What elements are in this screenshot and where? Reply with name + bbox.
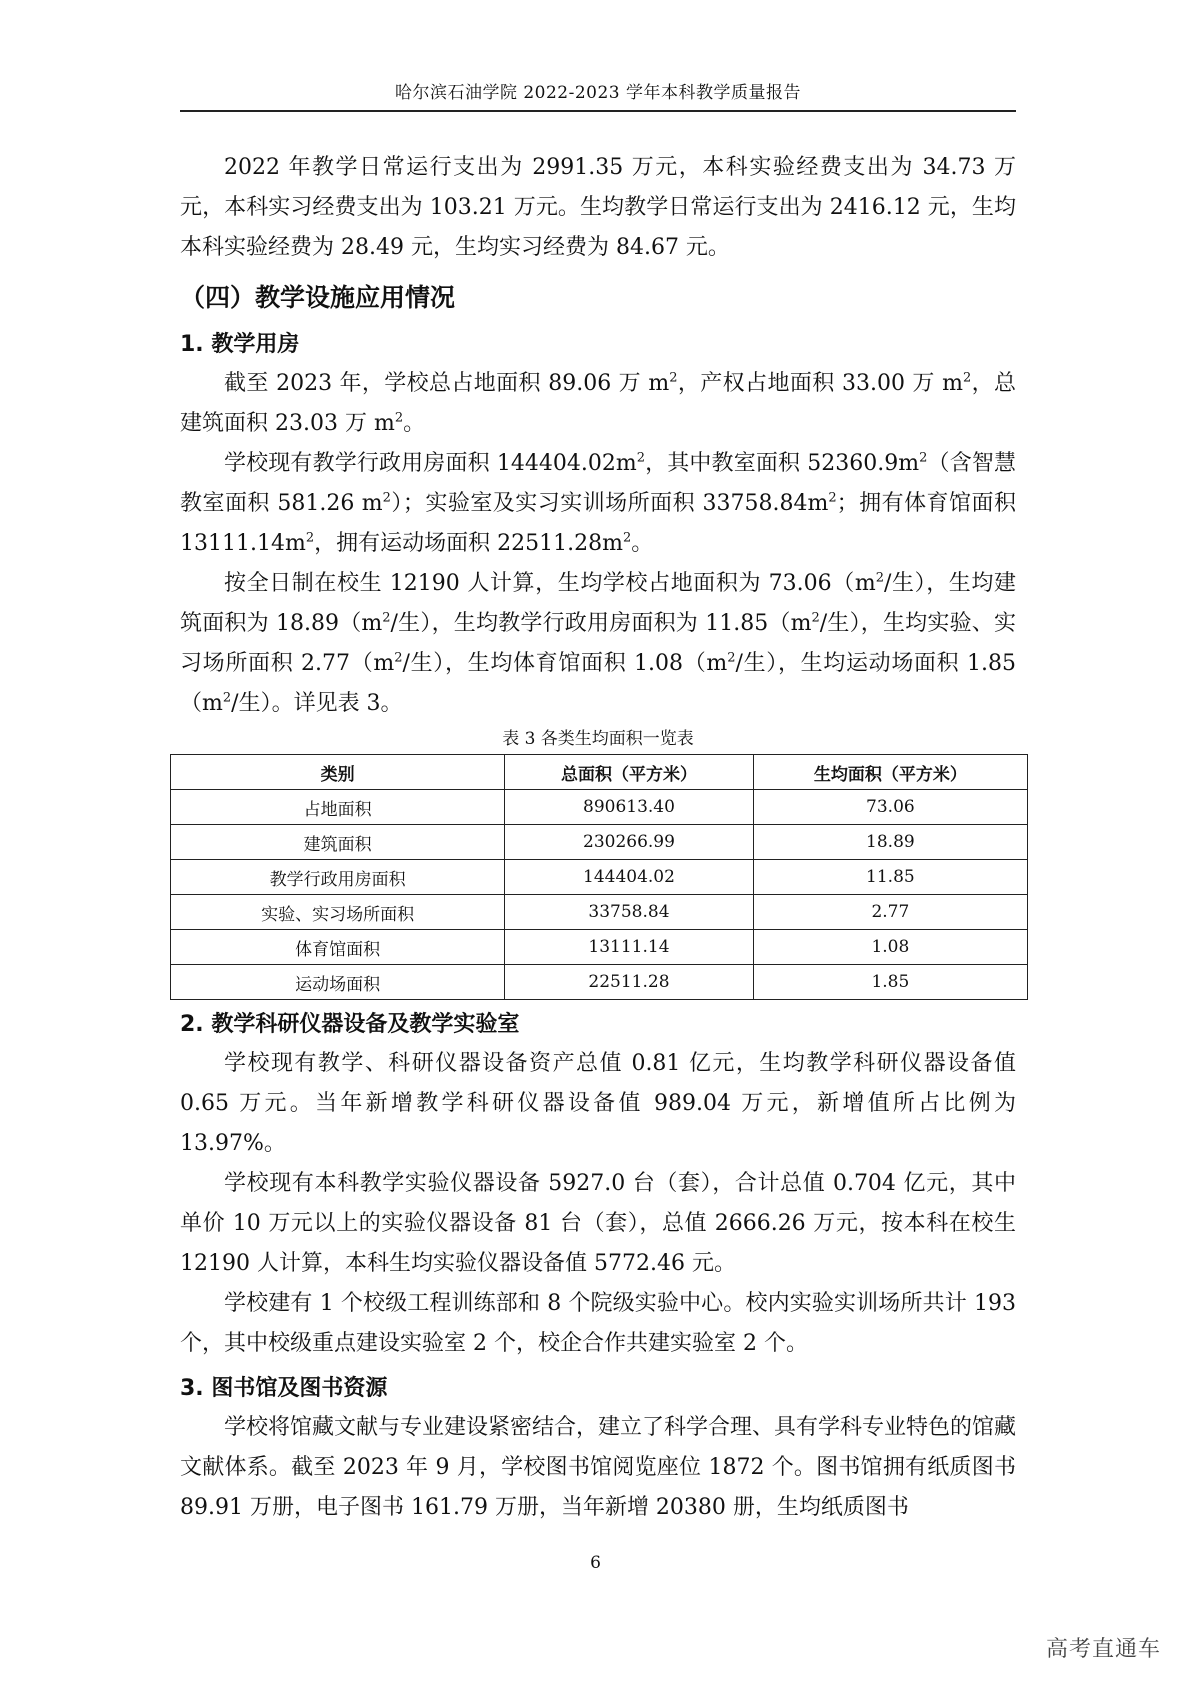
table-cell: 教学行政用房面积 (171, 860, 505, 895)
table-cell: 占地面积 (171, 790, 505, 825)
document-body (180, 148, 1016, 1528)
table-row (171, 860, 1028, 895)
watermark-text: 高考直通车 (1045, 1637, 1161, 1662)
table-cell: 230266.99 (505, 825, 754, 860)
table-caption: 表 3 各类生均面积一览表 (502, 729, 694, 749)
column-header-total-area: 总面积（平方米） (505, 755, 754, 790)
table-cell: 22511.28 (505, 965, 754, 1000)
table-cell: 13111.14 (505, 930, 754, 965)
table-cell: 144404.02 (505, 860, 754, 895)
table-cell: 运动场面积 (171, 965, 505, 1000)
table-cell: 建筑面积 (171, 825, 505, 860)
building-area-paragraph: 学校现有教学行政用房面积 $144404.02m^2$，其中教室面积 $52360.9m^2$（含智慧教室面积 581.26 $m^2$）；实验室及实习实训场所面积 $33758.84m^2$；拥有体育馆面积 $13111.14m^2$，拥有运动场面积 $22511.28m^2$。 (180, 450, 1016, 556)
table-cell: 73.06 (753, 790, 1027, 825)
library-paragraph: 学校将馆藏文献与专业建设紧密结合，建立了科学合理、具有学科专业特色的馆藏文献体系。截至 2023 年 9 月，学校图书馆阅览座位 1872 个。图书馆拥有纸质图书 89.91 万册，电子图书 161.79 万册，当年新增 20380 册，生均纸质图书 (180, 1415, 1017, 1520)
table-cell: 33758.84 (505, 895, 754, 930)
table-row (171, 930, 1028, 965)
table-row (171, 965, 1028, 1000)
table-cell: 1.08 (753, 930, 1027, 965)
subsection-title-1: 1. 教学用房 (180, 332, 300, 357)
equipment-value-paragraph: 学校现有教学、科研仪器设备资产总值 0.81 亿元，生均教学科研仪器设备值 0.65 万元。当年新增教学科研仪器设备值 989.04 万元，新增值所占比例为 13.97%。 (180, 1051, 1016, 1156)
table-cell: 实验、实习场所面积 (171, 895, 505, 930)
table-cell: 体育馆面积 (171, 930, 505, 965)
table-row (171, 825, 1028, 860)
table-cell: 2.77 (753, 895, 1027, 930)
expense-paragraph: 2022 年教学日常运行支出为 2991.35 万元，本科实验经费支出为 34.73 万元，本科实习经费支出为 103.21 万元。生均教学日常运行支出为 2416.12 元，生均本科实验经费为 28.49 元，生均实习经费为 84.67 元。 (180, 155, 1016, 260)
page-number: 6 (590, 1553, 601, 1573)
table-row (171, 790, 1028, 825)
lab-centers-paragraph: 学校建有 1 个校级工程训练部和 8 个院级实验中心。校内实验实训场所共计 193 个，其中校级重点建设实验室 2 个，校企合作共建实验室 2 个。 (180, 1291, 1016, 1356)
subsection-title-3: 3. 图书馆及图书资源 (180, 1376, 388, 1401)
land-area-paragraph: 截至 2023 年，学校总占地面积 89.06 万 $m^2$，产权占地面积 33.00 万 $m^2$，总建筑面积 23.03 万 $m^2$。 (180, 370, 1016, 436)
table-row (171, 895, 1028, 930)
column-header-category: 类别 (171, 755, 505, 790)
header-rule (180, 110, 1016, 112)
table-cell: 1.85 (753, 965, 1027, 1000)
table-header-row (171, 755, 1028, 790)
table-cell: 890613.40 (505, 790, 754, 825)
subsection-title-2: 2. 教学科研仪器设备及教学实验室 (180, 1012, 520, 1037)
section-title: （四）教学设施应用情况 (180, 283, 456, 312)
per-student-paragraph: 按全日制在校生 12190 人计算，生均学校占地面积为 $73.06(m^2/$生），生均建筑面积为 $18.89(m^2/$生），生均教学行政用房面积为 $11.85(m^2/$生），生均实验、实习场所面积 $2.77(m^2/$生），生均体育馆面积 $1.08(m^2/$生），生均运动场面积 $1.85(m^2/$生）。详见表 3。 (180, 570, 1017, 716)
table-cell: 18.89 (753, 825, 1027, 860)
lab-equipment-paragraph: 学校现有本科教学实验仪器设备 5927.0 台（套），合计总值 0.704 亿元，其中单价 10 万元以上的实验仪器设备 81 台（套），总值 2666.26 万元，按本科在校生 12190 人计算，本科生均实验仪器设备值 5772.46 元。 (180, 1171, 1016, 1276)
table-cell: 11.85 (753, 860, 1027, 895)
column-header-per-student-area: 生均面积（平方米） (753, 755, 1027, 790)
page-header: 哈尔滨石油学院 2022-2023 学年本科教学质量报告 (394, 83, 802, 103)
area-table (170, 754, 1028, 1000)
